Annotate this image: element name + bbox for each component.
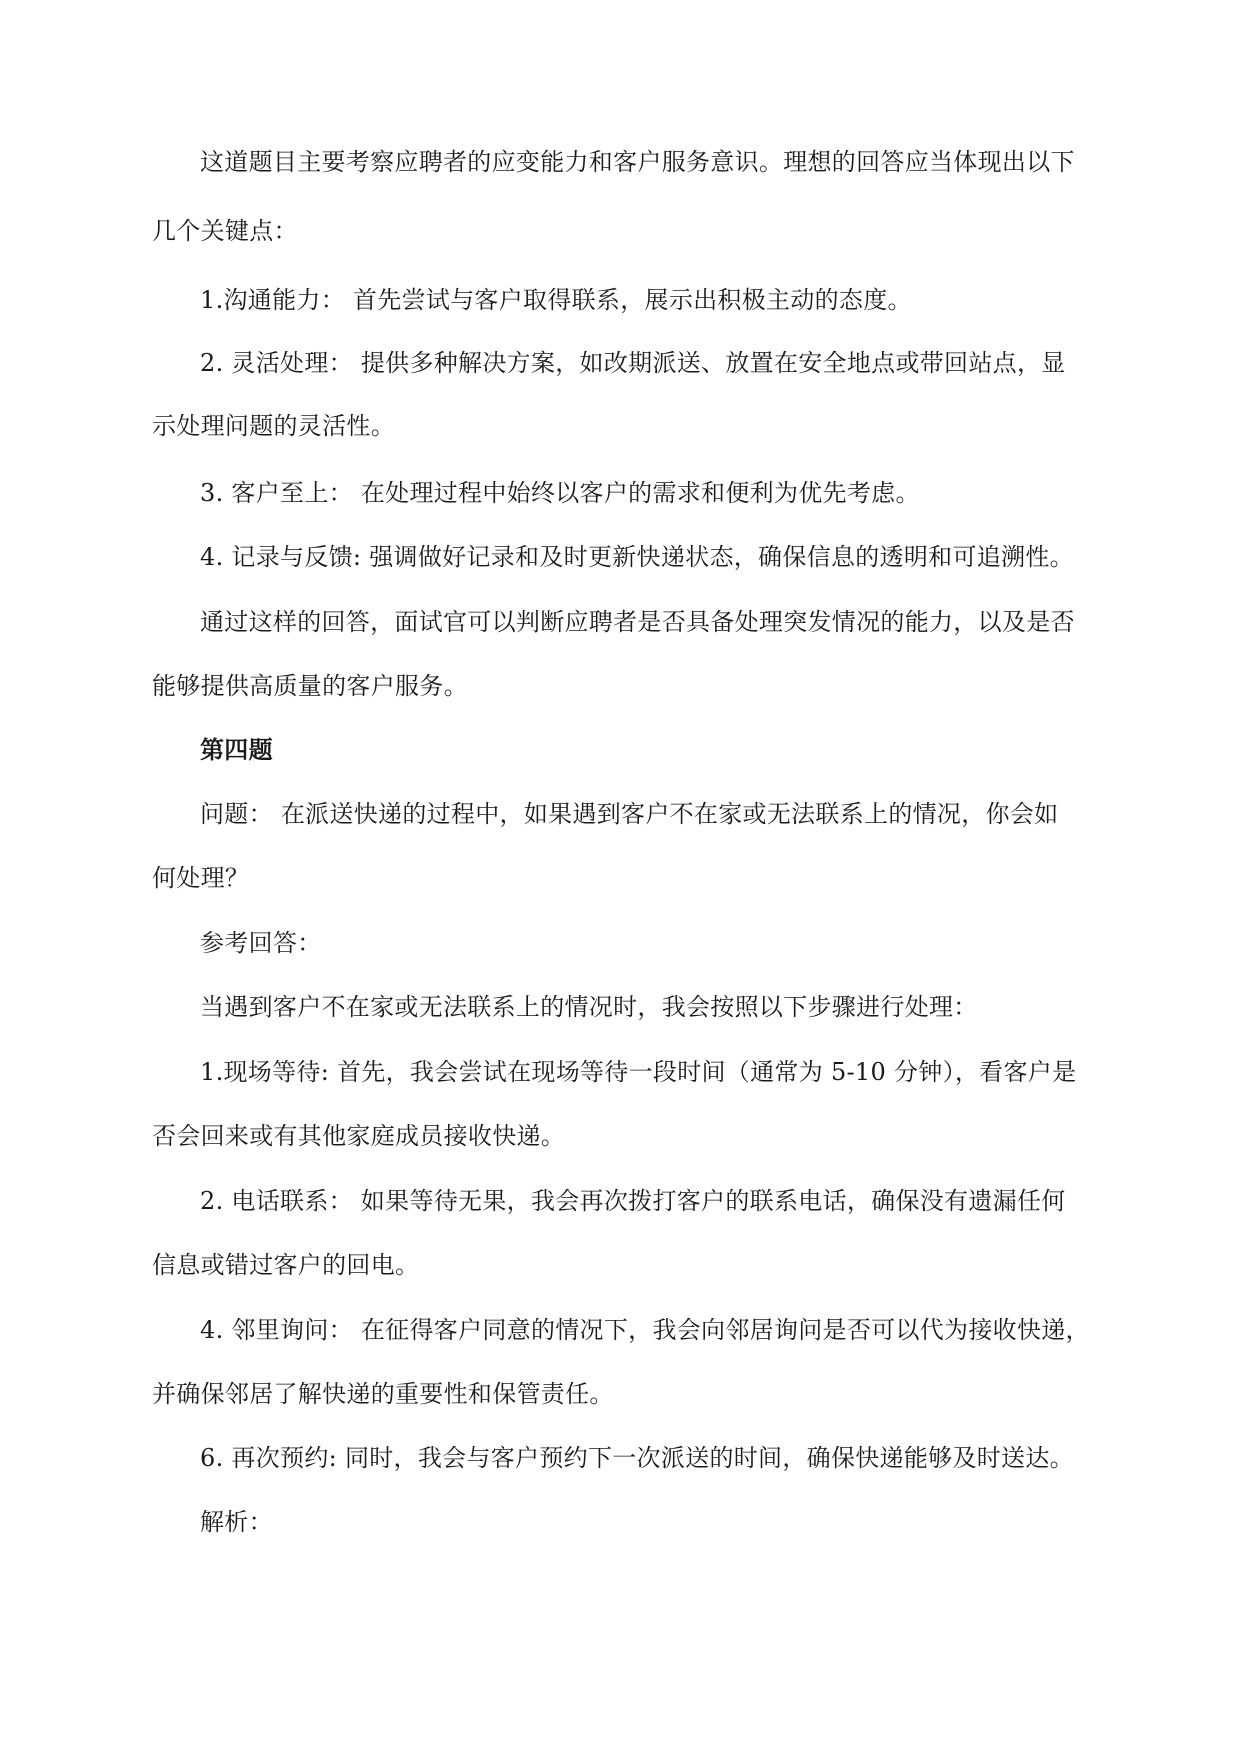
point1: 1.沟通能力： 首先尝试与客户取得联系，展示出积极主动的态度。 bbox=[200, 286, 912, 314]
analysis-label: 解析： bbox=[200, 1508, 273, 1536]
point4: 4. 记录与反馈: 强调做好记录和及时更新快递状态，确保信息的透明和可追溯性。 bbox=[200, 543, 1074, 571]
section-title: 第四题 bbox=[200, 735, 273, 764]
point2-line2: 示处理问题的灵活性。 bbox=[152, 412, 395, 440]
step4-line1: 4. 邻里询问： 在征得客户同意的情况下，我会向邻居询问是否可以代为接收快递， bbox=[200, 1316, 1090, 1344]
question-line2: 何处理？ bbox=[152, 864, 250, 892]
point3: 3. 客户至上： 在处理过程中始终以客户的需求和便利为优先考虑。 bbox=[200, 479, 920, 507]
intro-line1: 这道题目主要考察应聘者的应变能力和客户服务意识。理想的回答应当体现出以下 bbox=[200, 148, 1075, 176]
summary-line1: 通过这样的回答，面试官可以判断应聘者是否具备处理突发情况的能力，以及是否 bbox=[200, 608, 1075, 636]
answer-intro: 当遇到客户不在家或无法联系上的情况时，我会按照以下步骤进行处理： bbox=[200, 993, 978, 1021]
step4-line2: 并确保邻居了解快递的重要性和保管责任。 bbox=[152, 1380, 614, 1408]
answer-label: 参考回答： bbox=[200, 929, 322, 957]
step2-line2: 信息或错过客户的回电。 bbox=[152, 1251, 420, 1279]
step2-line1: 2. 电话联系： 如果等待无果，我会再次拨打客户的联系电话，确保没有遗漏任何 bbox=[200, 1187, 1066, 1215]
step1-line2: 否会回来或有其他家庭成员接收快递。 bbox=[152, 1122, 566, 1150]
question-line1: 问题： 在派送快递的过程中，如果遇到客户不在家或无法联系上的情况，你会如 bbox=[200, 800, 1059, 828]
step1-line1: 1.现场等待: 首先，我会尝试在现场等待一段时间（通常为 5-10 分钟），看客户是 bbox=[200, 1058, 1077, 1086]
intro-line2: 几个关键点： bbox=[152, 217, 298, 245]
point2-line1: 2. 灵活处理： 提供多种解决方案，如改期派送、放置在安全地点或带回站点，显 bbox=[200, 349, 1066, 377]
summary-line2: 能够提供高质量的客户服务。 bbox=[152, 672, 468, 700]
step6: 6. 再次预约: 同时，我会与客户预约下一次派送的时间，确保快递能够及时送达。 bbox=[200, 1444, 1074, 1472]
